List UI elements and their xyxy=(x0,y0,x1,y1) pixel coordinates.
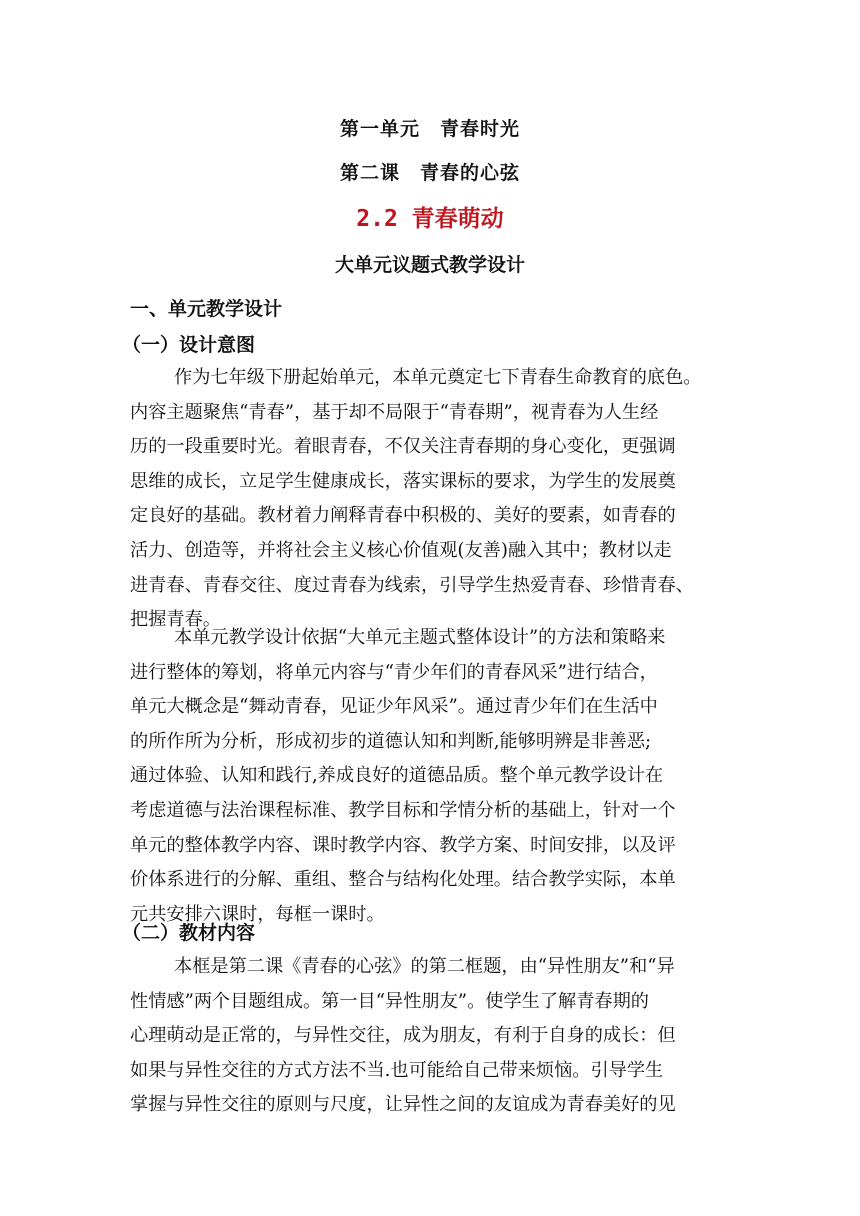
text-line: 本框是第二课《青春的心弦》的第二框题，由“异性朋友”和“异 xyxy=(174,956,675,977)
section-heading-unit-design: 一、单元教学设计 xyxy=(130,298,283,320)
text-line: 心理萌动是正常的，与异性交往，成为朋友，有利于自身的成长：但 xyxy=(130,1025,676,1047)
text-line: 作为七年级下册起始单元，本单元奠定七下青春生命教育的底色。 xyxy=(174,367,702,388)
text-line: 性情感”两个目题组成。第一目“异性朋友”。使学生了解青春期的 xyxy=(130,990,649,1012)
text-line: 思维的成长，立足学生健康成长，落实课标的要求，为学生的发展奠 xyxy=(130,470,676,492)
text-line: 进青春、青春交往、度过青春为线索，引导学生热爱青春、珍惜青春、 xyxy=(130,574,694,596)
text-line: 本单元教学设计依据“大单元主题式整体设计”的方法和策略来 xyxy=(174,627,666,648)
text-line: 活力、创造等，并将社会主义核心价值观(友善)融入其中；教材以走 xyxy=(130,539,672,561)
paragraph-textbook-content xyxy=(130,950,740,1123)
text-line: 考虑道德与法治课程标准、教学目标和学情分析的基础上，针对一个 xyxy=(130,799,676,821)
text-line: 价体系进行的分解、重组、整合与结构化处理。结合教学实际，本单 xyxy=(130,869,676,891)
text-line: 掌握与异性交往的原则与尺度，让异性之间的友谊成为青春美好的见 xyxy=(130,1094,676,1116)
lesson-title: 第二课 青春的心弦 xyxy=(339,162,520,184)
text-line: 进行整体的筹划，将单元内容与“青少年们的青春风采”进行结合， xyxy=(130,661,658,683)
text-line: 单元大概念是“舞动青春，见证少年风采”。通过青少年们在生活中 xyxy=(130,696,658,718)
text-line: 单元的整体教学内容、课时教学内容、教学方案、时间安排，以及评 xyxy=(130,834,676,856)
text-line: 把握青春。 xyxy=(130,609,221,631)
frame-title: 2.2 青春萌动 xyxy=(356,206,504,232)
paragraph-unit-plan xyxy=(130,621,740,932)
text-line: 元共安排六课时，每框一课时。 xyxy=(130,903,385,925)
design-title: 大单元议题式教学设计 xyxy=(334,254,525,276)
subsection-heading-textbook-content: （二）教材内容 xyxy=(122,922,256,944)
text-line: 通过体验、认知和践行,养成良好的道德品质。整个单元教学设计在 xyxy=(130,765,664,787)
unit-title: 第一单元 青春时光 xyxy=(339,118,520,140)
text-line: 如果与异性交往的方式方法不当.也可能给自己带来烦恼。引导学生 xyxy=(130,1059,664,1081)
subsection-heading-design-intent: （一）设计意图 xyxy=(122,334,256,356)
text-line: 定良好的基础。教材着力阐释青春中积极的、美好的要素，如青春的 xyxy=(130,505,676,527)
text-line: 历的一段重要时光。着眼青春，不仅关注青春期的身心变化，更强调 xyxy=(130,436,676,458)
text-line: 的所作所为分析，形成初步的道德认知和判断,能够明辨是非善恶; xyxy=(130,730,652,752)
paragraph-design-intent xyxy=(130,361,740,638)
text-line: 内容主题聚焦“青春”，基于却不局限于“青春期”，视青春为人生经 xyxy=(130,401,659,423)
